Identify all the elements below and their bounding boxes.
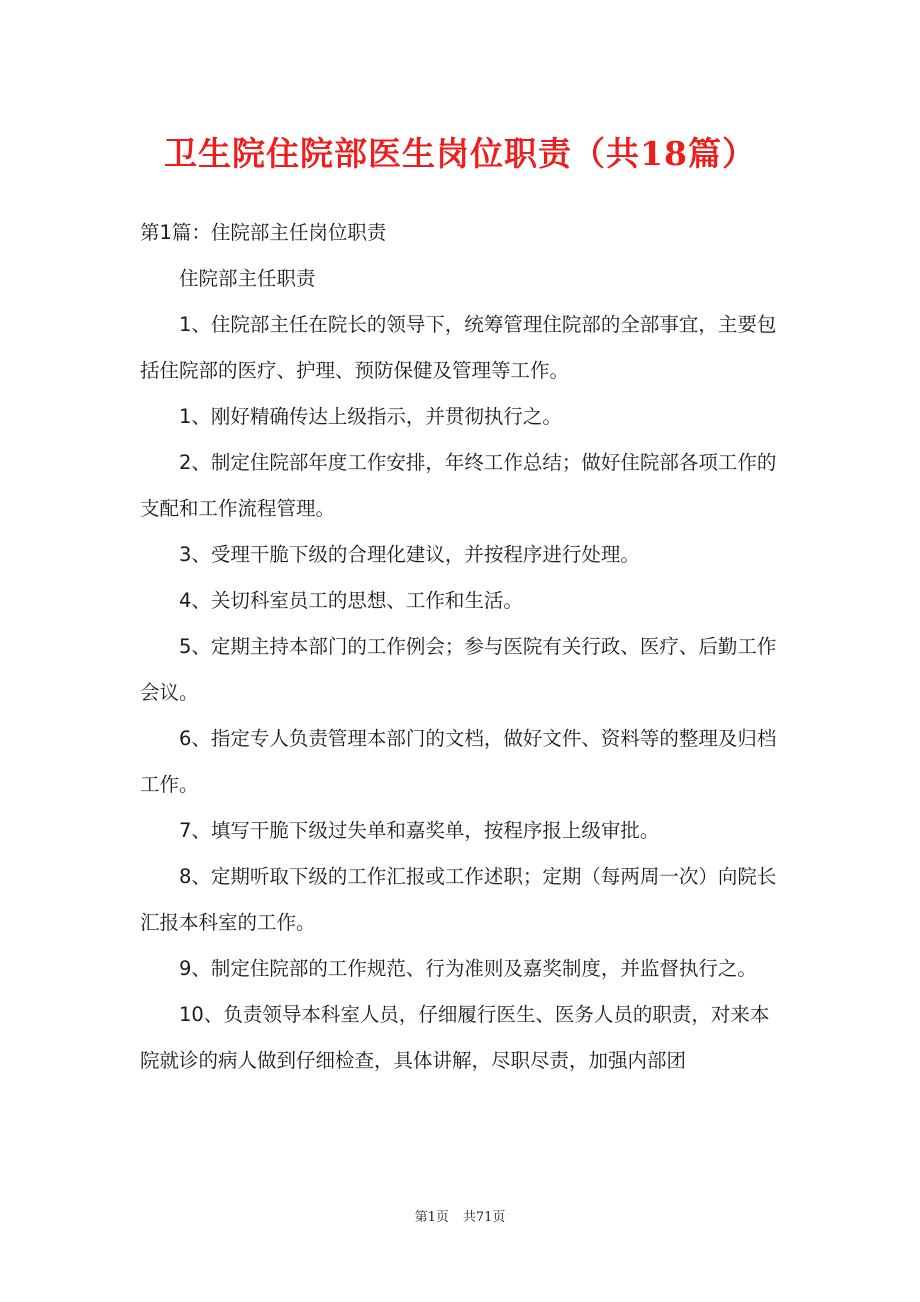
page-footer [0, 1206, 920, 1225]
section-heading: 第1篇：住院部主任岗位职责 [140, 221, 387, 244]
paragraph: 5、定期主持本部门的工作例会；参与医院有关行政、医疗、后勤工作会议。 [140, 635, 777, 704]
paragraph: 3、受理干脆下级的合理化建议，并按程序进行处理。 [179, 543, 640, 566]
document-body [140, 210, 782, 1084]
paragraph-subtitle: 住院部主任职责 [179, 267, 316, 290]
paragraph: 1、刚好精确传达上级指示，并贯彻执行之。 [179, 405, 562, 428]
paragraph: 2、制定住院部年度工作安排，年终工作总结；做好住院部各项工作的支配和工作流程管理。 [140, 451, 777, 520]
paragraph: 1、住院部主任在院长的领导下，统筹管理住院部的全部事宜，主要包括住院部的医疗、护理、预防保健及管理等工作。 [140, 313, 777, 382]
paragraph: 6、指定专人负责管理本部门的文档，做好文件、资料等的整理及归档工作。 [140, 727, 777, 796]
paragraph: 10、负责领导本科室人员，仔细履行医生、医务人员的职责，对来本院就诊的病人做到仔细检查，具体讲解，尽职尽责，加强内部团 [140, 1003, 770, 1072]
paragraph: 9、制定住院部的工作规范、行为准则及嘉奖制度，并监督执行之。 [179, 957, 757, 980]
paragraph: 8、定期听取下级的工作汇报或工作述职；定期（每两周一次）向院长汇报本科室的工作。 [140, 865, 777, 934]
page-number: 第1页 [414, 1210, 449, 1225]
document-title: 卫生院住院部医生岗位职责（共18篇） [164, 134, 756, 173]
page-total: 共71页 [462, 1210, 506, 1225]
paragraph: 7、填写干脆下级过失单和嘉奖单，按程序报上级审批。 [179, 819, 660, 842]
paragraph: 4、关切科室员工的思想、工作和生活。 [179, 589, 523, 612]
